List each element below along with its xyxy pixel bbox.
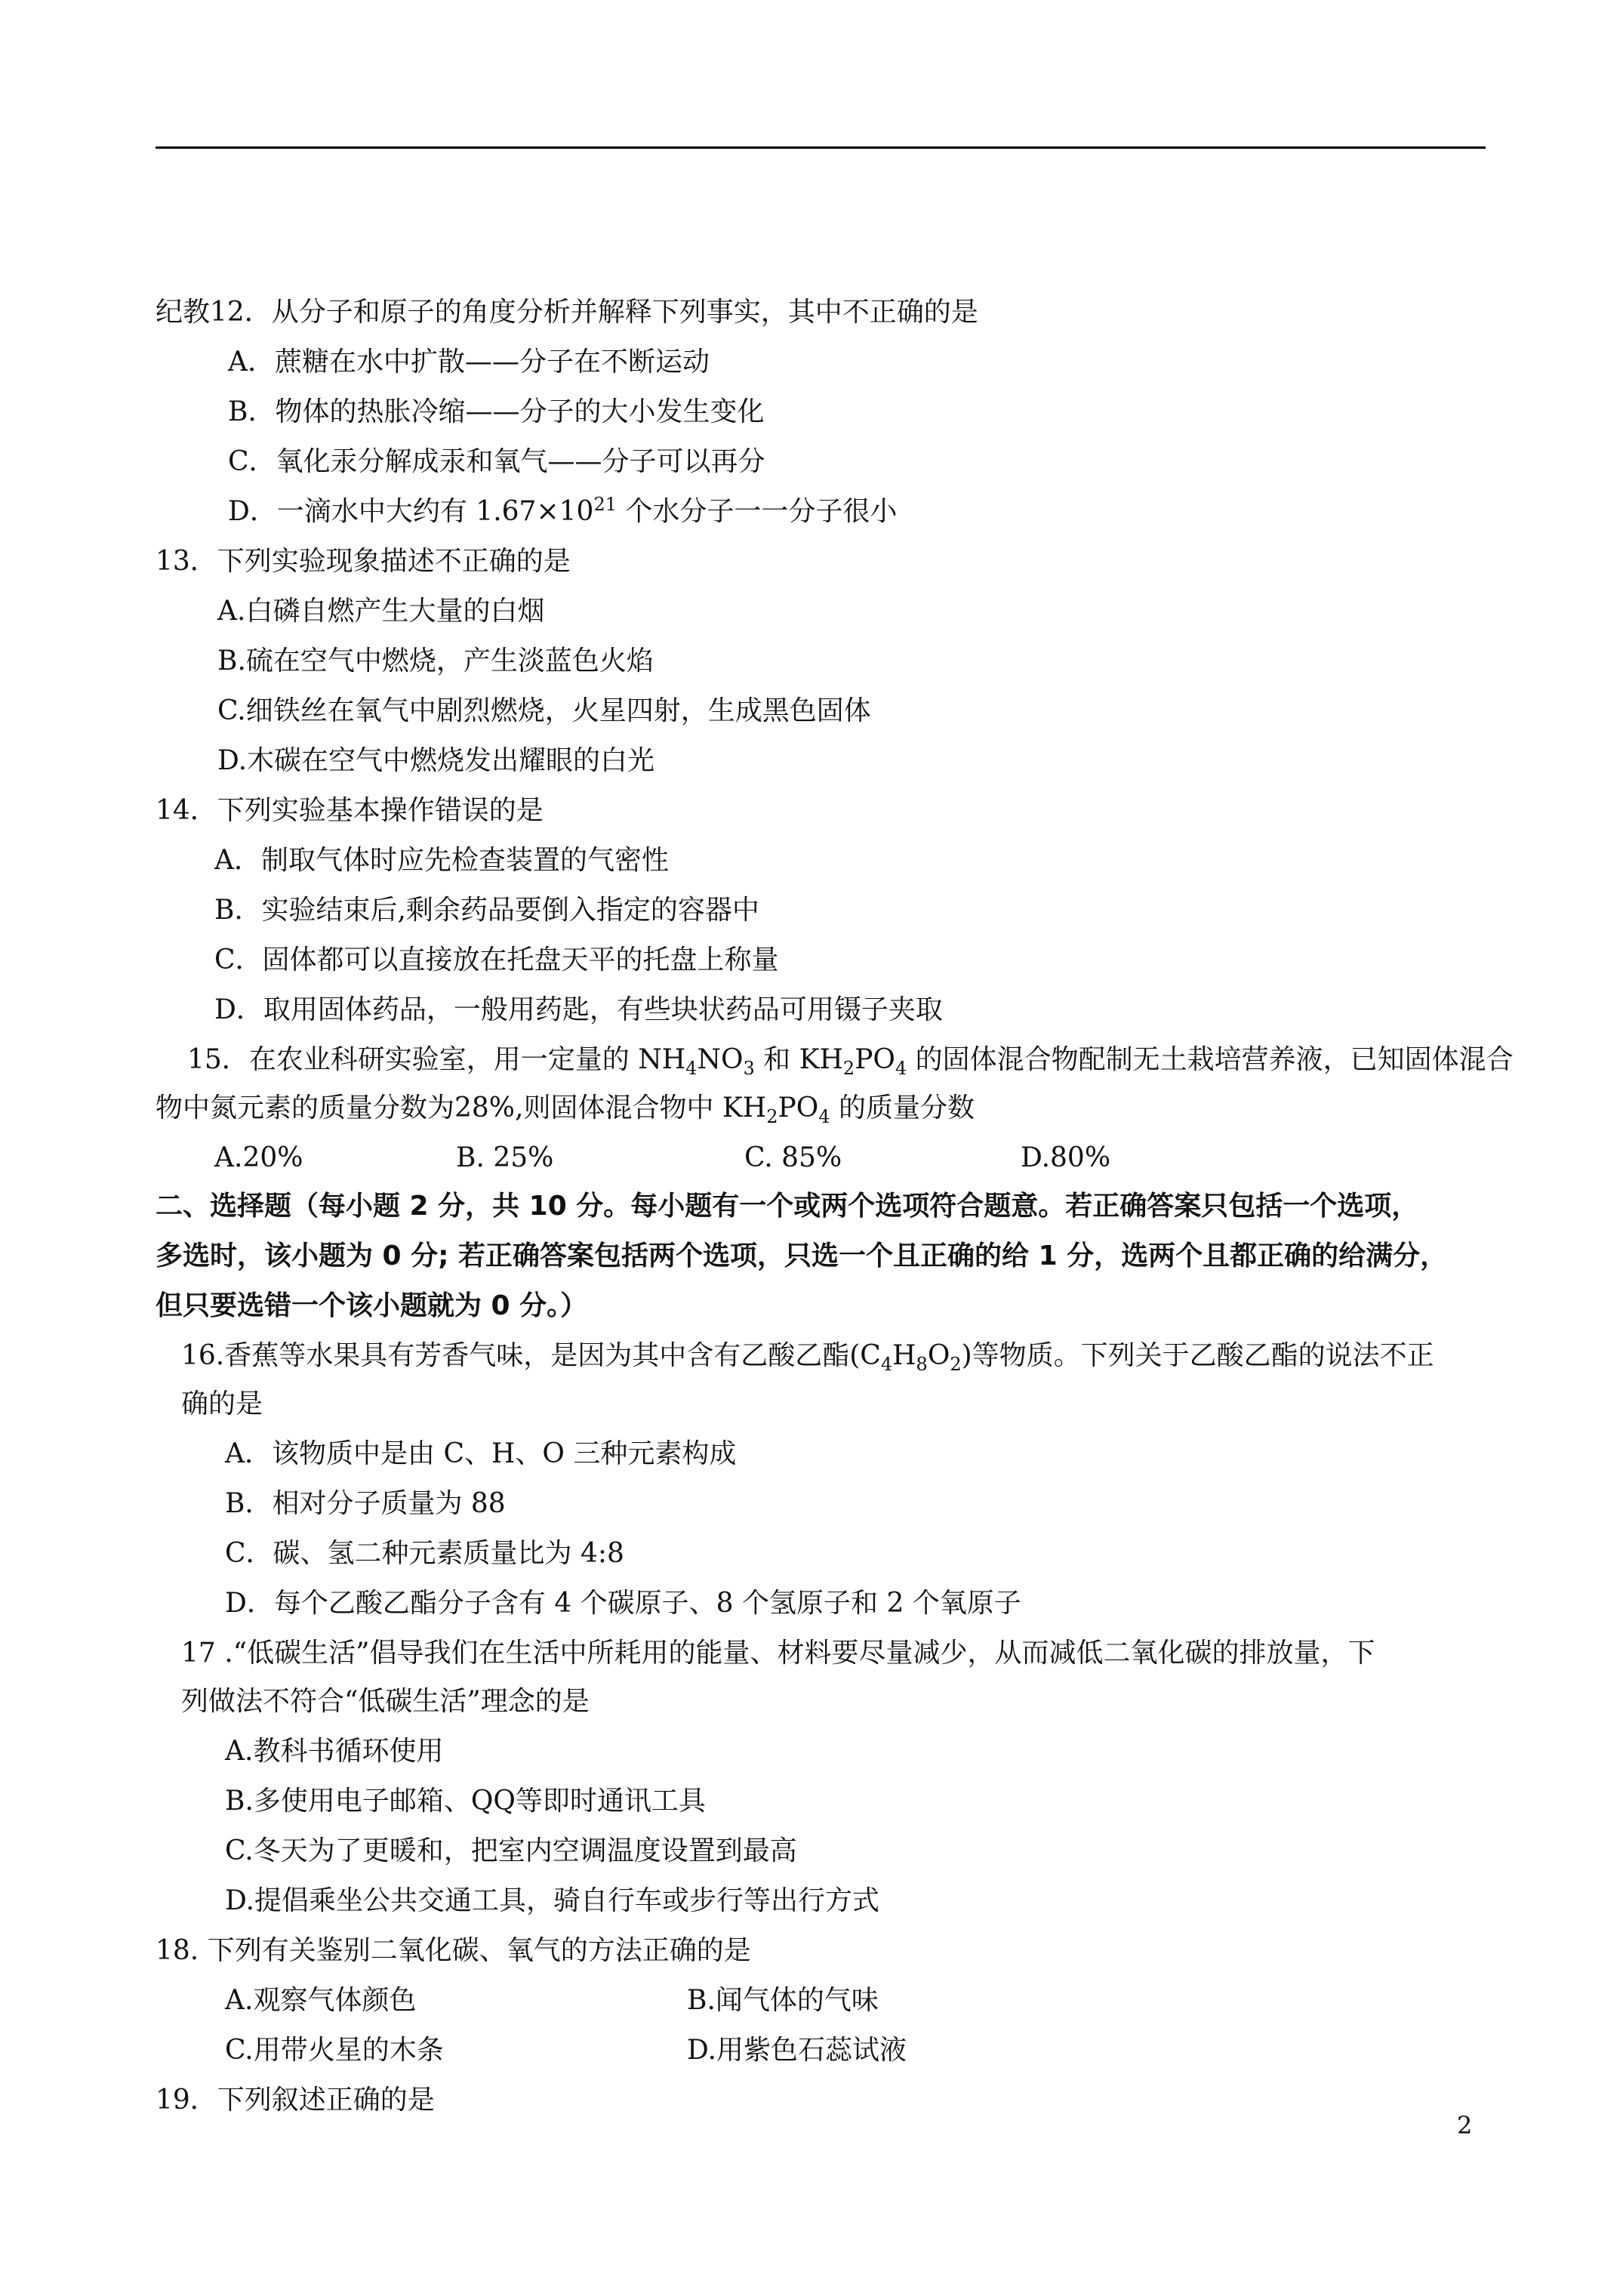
q17-option-c: C.冬天为了更暖和，把室内空调温度设置到最高 [225,1835,797,1866]
q13-stem: 13．下列实验现象描述不正确的是 [156,546,571,577]
q18-option-a: A.观察气体颜色 [225,1985,417,2016]
q12-option-a: A．蔗糖在水中扩散——分子在不断运动 [228,347,710,378]
q12-stem: 纪教12．从分子和原子的角度分析并解释下列事实，其中不正确的是 [156,297,978,328]
section2-instructions-line1: 二、选择题（每小题 2 分，共 10 分。每小题有一个或两个选项符合题意。若正确答案只包括一个选项， [156,1191,1419,1222]
q12-option-c: C．氧化汞分解成汞和氧气——分子可以再分 [228,446,765,477]
q18-option-d: D.用紫色石蕊试液 [687,2035,907,2066]
q16-option-b: B．相对分子质量为 88 [225,1488,506,1519]
q14-option-c: C．固体都可以直接放在托盘天平的托盘上称量 [214,945,779,975]
q14-option-a: A．制取气体时应先检查装置的气密性 [214,845,669,876]
q16-stem-line1: 16.香蕉等水果具有芳香气味，是因为其中含有乙酸乙酯$(C_4H_8O_2)$等物质。下列关于乙酸乙酯的说法不正 [181,1340,1434,1376]
q17-option-d: D.提倡乘坐公共交通工具，骑自行车或步行等出行方式 [225,1885,880,1916]
q12-option-b: B．物体的热胀冷缩——分子的大小发生变化 [228,396,765,427]
q18-option-c: C.用带火星的木条 [225,2035,444,2066]
q15-option-a: A.20% [214,1142,303,1173]
q15-option-b: B. 25% [456,1142,554,1173]
q16-stem-line2: 确的是 [181,1388,263,1419]
q17-option-b: B.多使用电子邮箱、QQ等即时通讯工具 [225,1786,706,1817]
q13-option-a: A.白磷自燃产生大量的白烟 [217,596,545,627]
q19-stem: 19．下列叙述正确的是 [156,2085,435,2116]
q12-option-d: D．一滴水中大约有 $1.67\times 10^{21}$ 个水分子一一分子很小 [228,494,898,527]
q15-stem-line2: 物中氮元素的质量分数为28%,则固体混合物中 $KH_2PO_4$ 的质量分数 [156,1093,975,1128]
q15-stem-line1: 15．在农业科研实验室，用一定量的 $NH_4NO_3$ 和 $KH_2PO_4$ 的固体混合物配制无土栽培营养液，已知固体混合 [187,1044,1514,1080]
q14-option-d: D．取用固体药品，一般用药匙，有些块状药品可用镊子夹取 [214,994,943,1025]
q17-option-a: A.教科书循环使用 [225,1736,444,1767]
q16-option-c: C．碳、氢二种元素质量比为 4:8 [225,1538,624,1569]
q14-stem: 14．下列实验基本操作错误的是 [156,795,544,826]
q18-option-b: B.闻气体的气味 [687,1985,879,2016]
q16-option-a: A．该物质中是由 C、H、O 三种元素构成 [225,1438,737,1469]
q15-option-d: D.80% [1021,1142,1111,1173]
q13-option-d: D.木碳在空气中燃烧发出耀眼的白光 [217,745,655,776]
page-number: 2 [1457,2111,1473,2140]
q15-option-c: C. 85% [744,1142,842,1173]
q17-stem-line1: 17 .“低碳生活”倡导我们在生活中所耗用的能量、材料要尽量减少，从而减低二氧化碳的排放量，下 [181,1638,1375,1669]
q16-option-d: D．每个乙酸乙酯分子含有 4 个碳原子、8 个氢原子和 2 个氧原子 [225,1588,1021,1619]
section2-instructions-line2: 多选时，该小题为 0 分; 若正确答案包括两个选项，只选一个且正确的给 1 分，选两个且都正确的给满分， [156,1240,1448,1271]
q14-option-b: B．实验结束后,剩余药品要倒入指定的容器中 [214,895,759,926]
q18-stem: 18. 下列有关鉴别二氧化碳、氧气的方法正确的是 [156,1935,751,1966]
header-rule [156,146,1486,149]
q13-option-b: B.硫在空气中燃烧，产生淡蓝色火焰 [217,646,654,676]
section2-instructions-line3: 但只要选错一个该小题就为 0 分。） [156,1290,588,1321]
q17-stem-line2: 列做法不符合“低碳生活”理念的是 [181,1686,590,1717]
q13-option-c: C.细铁丝在氧气中剧烈燃烧，火星四射，生成黑色固体 [217,695,871,726]
